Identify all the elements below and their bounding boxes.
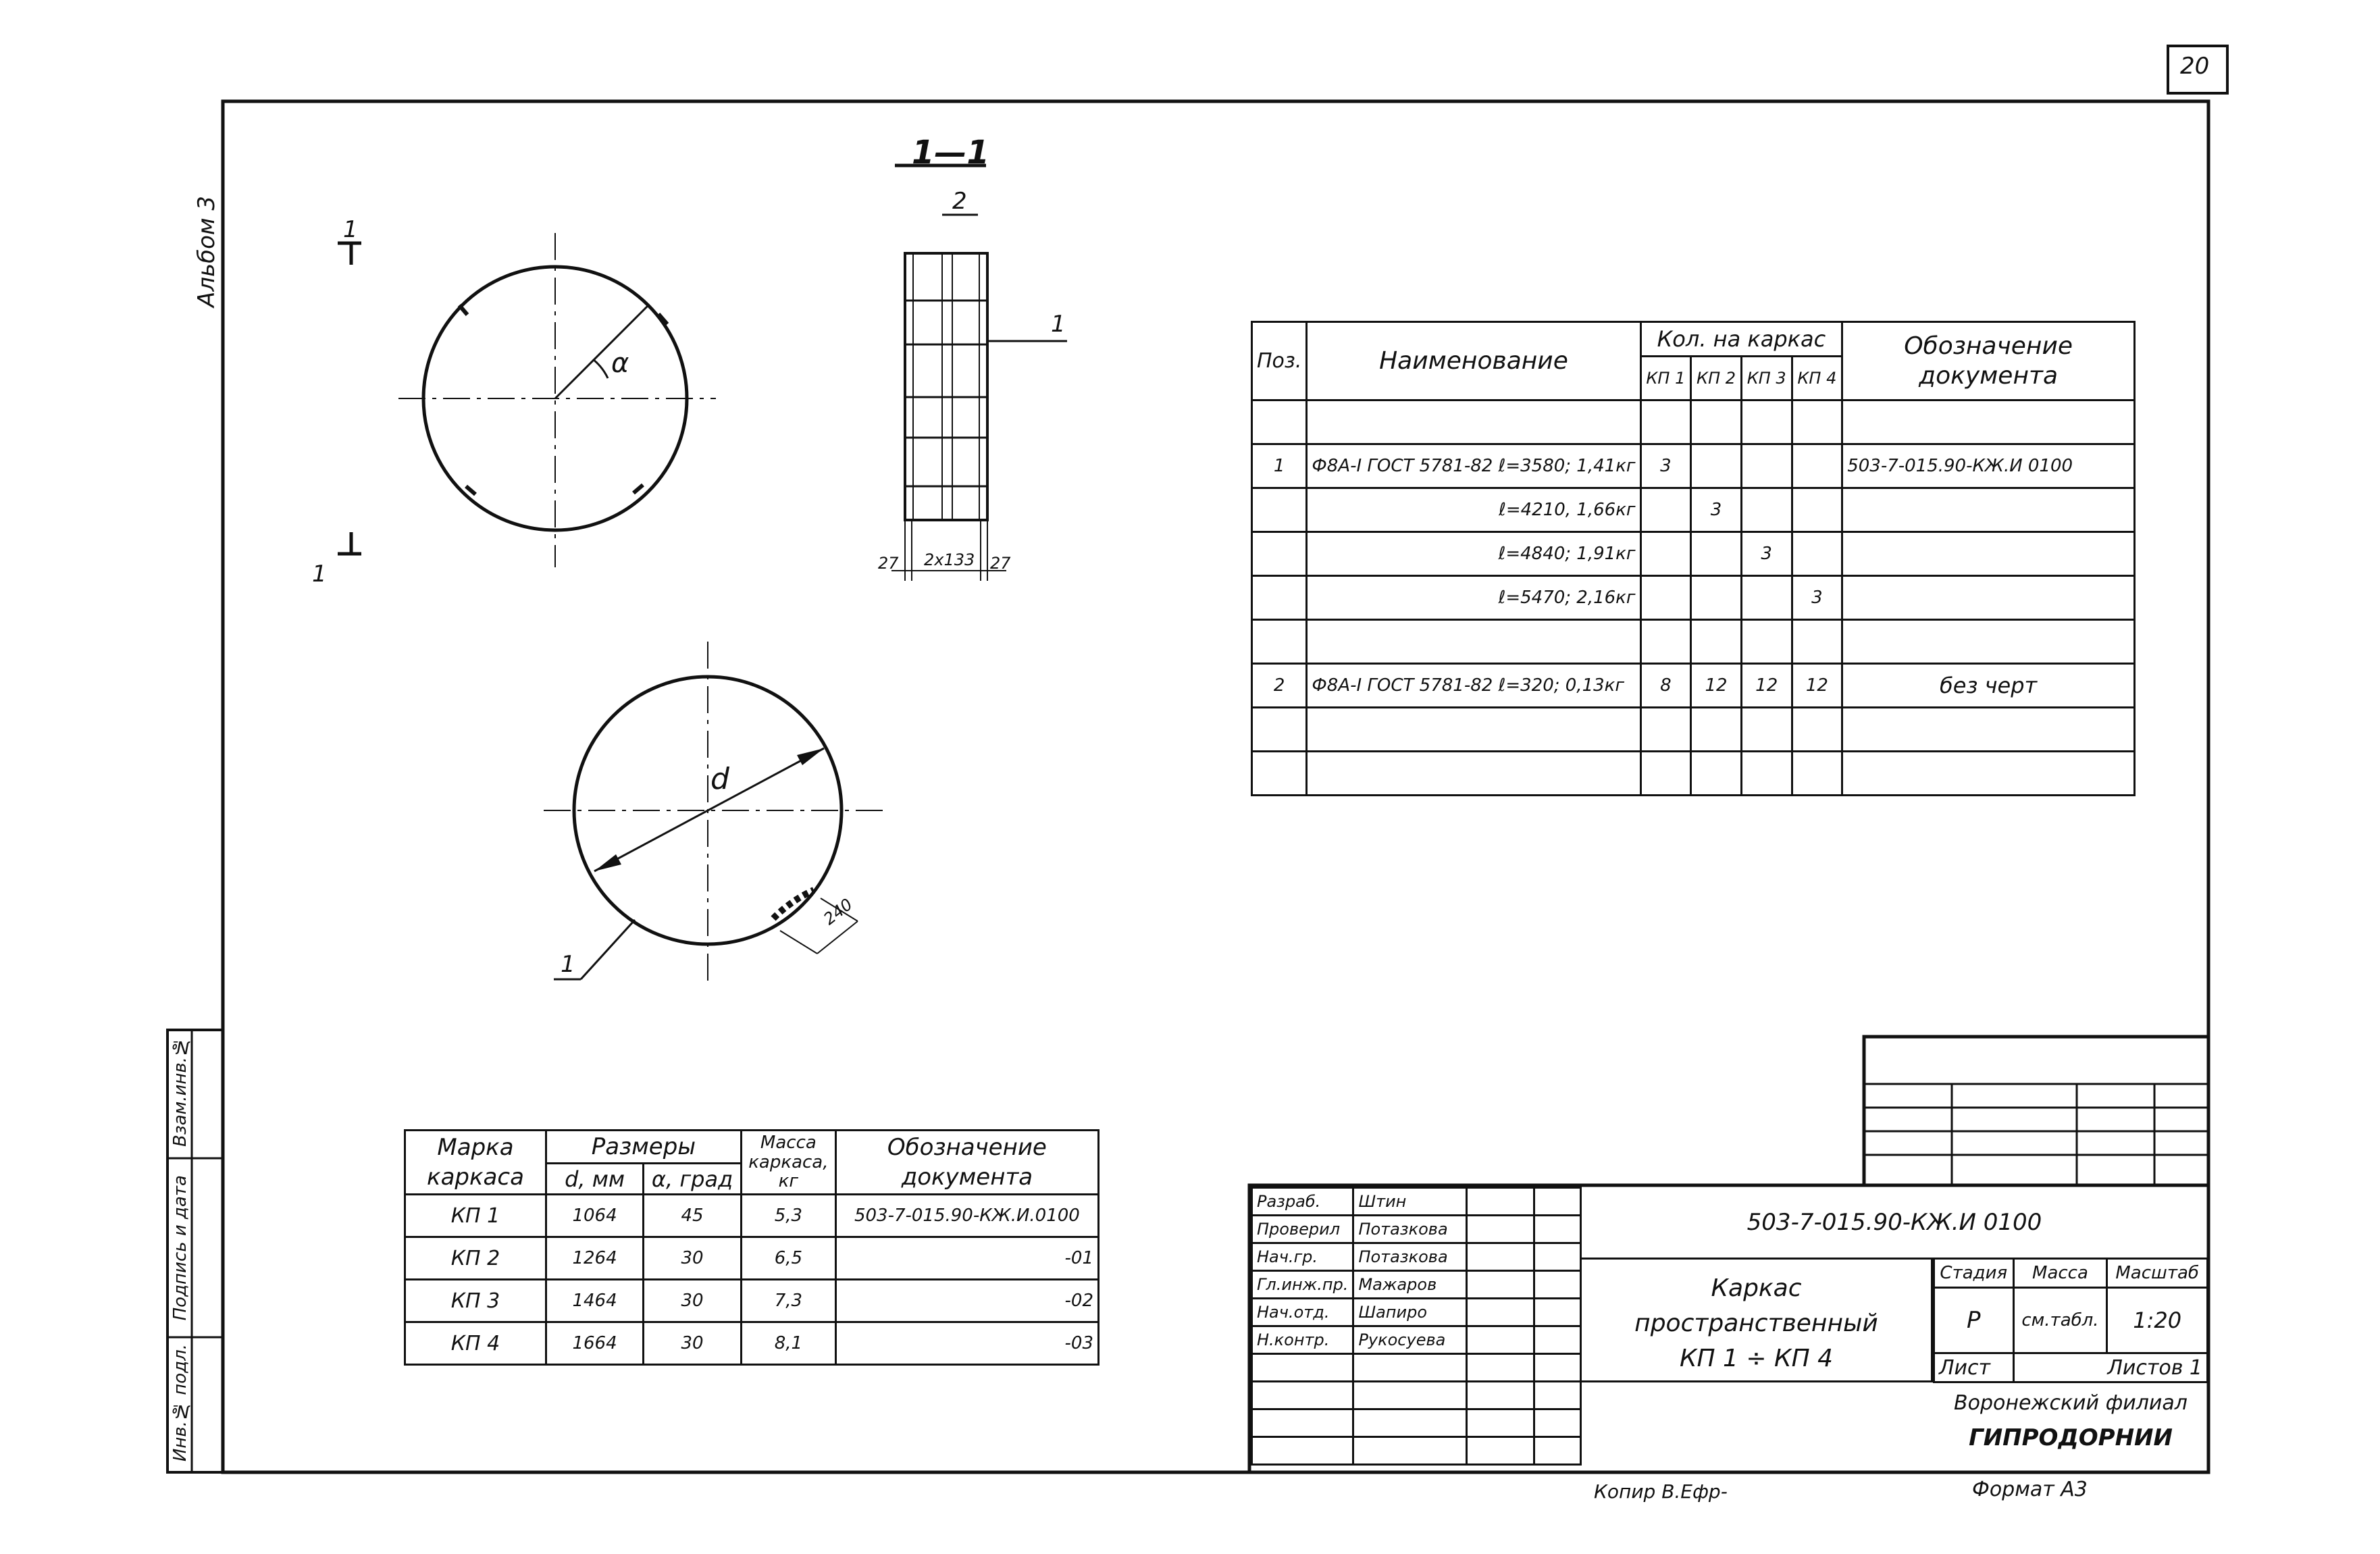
mark-cell-mass: 5,3 [741,1195,835,1237]
signature-row [1252,1299,1581,1326]
title-line-3: КП 1 ÷ КП 4 [1679,1345,1833,1372]
spec-cell-doc [1842,708,2135,752]
col-sizes: Размеры [546,1131,741,1164]
mark-cell-mark: КП 1 [405,1195,546,1237]
signature-cell-role: Разраб. [1252,1188,1353,1216]
spec-cell-pos: 2 [1252,664,1307,708]
signature-cell-name [1353,1354,1467,1382]
dim-mid: 2x133 [924,550,975,569]
signatures-table [1251,1187,1582,1466]
specification-table [1251,321,2136,796]
spec-cell-kp3 [1741,488,1792,532]
signature-cell-role: Гл.инж.пр. [1252,1271,1353,1299]
strip-sign-date: Подпись и дата [170,1175,190,1321]
mark-row [405,1322,1099,1365]
stage-value: Р [1934,1288,2014,1353]
mark-cell-doc: -02 [835,1280,1098,1322]
mark-row [405,1280,1099,1322]
spec-cell-kp3 [1741,708,1792,752]
signature-cell-date [1534,1188,1581,1216]
spec-cell-kp4: 12 [1792,664,1842,708]
signature-cell-name: Шапиро [1353,1299,1467,1326]
signature-cell-date [1534,1299,1581,1326]
signature-cell-date [1534,1382,1581,1409]
col-mark: Марка каркаса [405,1131,546,1195]
signature-cell-sign [1467,1243,1534,1271]
spec-cell-pos [1252,620,1307,664]
spec-cell-kp2 [1691,708,1742,752]
spec-cell-name: Ф8А-I ГОСТ 5781-82 ℓ=320; 0,13кг [1307,664,1640,708]
mark-cell-mass: 8,1 [741,1322,835,1365]
signature-cell-role [1252,1382,1353,1409]
spec-cell-kp4 [1792,488,1842,532]
signature-cell-date [1534,1354,1581,1382]
spec-cell-kp2 [1691,620,1742,664]
col-mark-doc: Обозначение документа [835,1131,1098,1195]
signature-cell-sign [1467,1354,1534,1382]
spec-cell-doc [1842,752,2135,796]
spec-cell-doc [1842,620,2135,664]
organization [1933,1384,2208,1471]
spec-cell-kp2: 3 [1691,488,1742,532]
leader-label-2: 1 [561,951,575,978]
signature-cell-name: Рукосуева [1353,1326,1467,1354]
strip-inv-repl: Взам.инв.№ [170,1037,190,1147]
spec-row [1252,444,2135,488]
mark-cell-d: 1064 [546,1195,643,1237]
signature-cell-name [1353,1382,1467,1409]
spec-cell-name [1307,752,1640,796]
signature-cell-sign [1467,1216,1534,1243]
page-number: 20 [2180,53,2210,80]
diameter-label: d [710,762,729,796]
copied-by: Копир В.Ефр- [1594,1480,1728,1503]
spec-cell-doc [1842,488,2135,532]
spec-row [1252,664,2135,708]
spec-cell-kp1 [1640,488,1691,532]
spec-cell-kp3: 12 [1741,664,1792,708]
spec-cell-kp2: 12 [1691,664,1742,708]
signature-cell-role: Нач.гр. [1252,1243,1353,1271]
signature-cell-name [1353,1409,1467,1437]
drawing-title [1582,1258,1933,1382]
signature-cell-date [1534,1437,1581,1465]
signature-cell-role [1252,1354,1353,1382]
mark-cell-mark: КП 4 [405,1322,546,1365]
spec-cell-name [1307,620,1640,664]
signature-row [1252,1326,1581,1354]
mark-cell-mark: КП 2 [405,1237,546,1280]
spec-cell-name [1307,400,1640,444]
mark-cell-d: 1264 [546,1237,643,1280]
spec-cell-doc [1842,576,2135,620]
col-kp2: КП 2 [1691,357,1742,400]
signature-row [1252,1409,1581,1437]
mark-cell-doc: -03 [835,1322,1098,1365]
signature-row [1252,1188,1581,1216]
signature-row [1252,1216,1581,1243]
spec-cell-kp4: 3 [1792,576,1842,620]
mark-cell-doc: 503-7-015.90-КЖ.И.0100 [835,1195,1098,1237]
signature-cell-sign [1467,1409,1534,1437]
spec-cell-kp1: 8 [1640,664,1691,708]
spec-row [1252,488,2135,532]
col-kp3: КП 3 [1741,357,1792,400]
signature-cell-date [1534,1326,1581,1354]
col-qty: Кол. на каркас [1640,322,1842,357]
signature-cell-date [1534,1271,1581,1299]
mark-cell-mark: КП 3 [405,1280,546,1322]
stage-header: Стадия [1934,1259,2014,1288]
section-cut-marks [338,243,361,554]
spec-cell-doc: 503-7-015.90-КЖ.И 0100 [1842,444,2135,488]
spec-cell-name: ℓ=5470; 2,16кг [1307,576,1640,620]
signature-cell-sign [1467,1299,1534,1326]
spec-row [1252,400,2135,444]
spec-cell-kp3 [1741,576,1792,620]
spec-cell-kp2 [1691,532,1742,576]
spec-cell-kp4 [1792,400,1842,444]
mark-cell-alpha: 30 [644,1280,742,1322]
mark-cell-mass: 6,5 [741,1237,835,1280]
frame-marks-table [404,1129,1100,1366]
spec-cell-kp4 [1792,708,1842,752]
spec-cell-kp3: 3 [1741,532,1792,576]
mark-cell-d: 1464 [546,1280,643,1322]
spec-row [1252,576,2135,620]
spec-cell-doc [1842,532,2135,576]
spec-cell-name: ℓ=4210, 1,66кг [1307,488,1640,532]
signature-cell-name [1353,1437,1467,1465]
signature-cell-date [1534,1409,1581,1437]
spec-cell-pos [1252,708,1307,752]
scale-header: Масштаб [2107,1259,2208,1288]
spec-cell-name: Ф8А-I ГОСТ 5781-82 ℓ=3580; 1,41кг [1307,444,1640,488]
col-name: Наименование [1307,322,1640,400]
spec-cell-name: ℓ=4840; 1,91кг [1307,532,1640,576]
spec-cell-pos [1252,532,1307,576]
mass-header: Масса [2013,1259,2107,1288]
mark-cell-d: 1664 [546,1322,643,1365]
section-ref: 2 [952,188,967,215]
spec-cell-kp1 [1640,620,1691,664]
spec-cell-kp3 [1741,620,1792,664]
signature-cell-sign [1467,1326,1534,1354]
signature-cell-name: Мажаров [1353,1271,1467,1299]
signature-cell-sign [1467,1437,1534,1465]
signature-row [1252,1354,1581,1382]
signature-cell-role [1252,1409,1353,1437]
section-title: 1—1 [912,134,989,172]
spec-cell-kp3 [1741,400,1792,444]
mark-cell-alpha: 30 [644,1237,742,1280]
signature-cell-role: Нач.отд. [1252,1299,1353,1326]
spec-cell-kp1 [1640,752,1691,796]
spec-cell-kp4 [1792,444,1842,488]
signature-cell-date [1534,1216,1581,1243]
album-label: Альбом 3 [193,196,220,307]
title-line-2: пространственный [1634,1310,1878,1337]
spec-row [1252,532,2135,576]
spec-cell-pos [1252,576,1307,620]
spec-cell-kp2 [1691,400,1742,444]
signature-cell-role: Проверил [1252,1216,1353,1243]
col-d: d, мм [546,1163,643,1195]
dim-right: 27 [990,554,1011,573]
spec-cell-kp2 [1691,752,1742,796]
section-view [891,165,1067,581]
mark-cell-alpha: 45 [644,1195,742,1237]
spec-cell-kp4 [1792,752,1842,796]
col-mass: Масса каркаса, кг [741,1131,835,1195]
stage-table [1933,1258,2208,1383]
spec-cell-kp4 [1792,620,1842,664]
cut-mark-top: 1 [343,216,358,243]
spec-cell-pos [1252,488,1307,532]
signature-cell-sign [1467,1188,1534,1216]
scale-value: 1:20 [2107,1288,2208,1353]
signature-cell-name: Штин [1353,1188,1467,1216]
plan-view-top [398,233,716,567]
signature-row [1252,1243,1581,1271]
spec-cell-name [1307,708,1640,752]
org-line-2: ГИПРОДОРНИИ [1969,1424,2173,1451]
spec-cell-kp2 [1691,576,1742,620]
signature-cell-sign [1467,1271,1534,1299]
mark-row [405,1195,1099,1237]
spec-cell-kp3 [1741,444,1792,488]
dim-left: 27 [878,554,899,573]
col-doc: Обозначение документа [1842,322,2135,400]
spec-row [1252,708,2135,752]
sheets-header: Листов 1 [2013,1353,2207,1382]
plan-view-bottom [544,642,885,983]
format-label: Формат А3 [1972,1478,2088,1501]
strip-inv-orig: Инв.№ подл. [170,1344,190,1462]
spec-cell-pos [1252,400,1307,444]
revision-grid [1864,1084,2208,1185]
arc-dim: 240 [820,894,856,929]
spec-cell-kp1: 3 [1640,444,1691,488]
spec-cell-kp1 [1640,400,1691,444]
col-pos: Поз. [1252,322,1307,400]
mark-cell-alpha: 30 [644,1322,742,1365]
signature-cell-role: Н.контр. [1252,1326,1353,1354]
spec-row [1252,752,2135,796]
signature-cell-name: Потазкова [1353,1243,1467,1271]
sheet-header: Лист [1934,1353,2014,1382]
mass-value: см.табл. [2013,1288,2107,1353]
mark-cell-doc: -01 [835,1237,1098,1280]
mark-row [405,1237,1099,1280]
spec-cell-doc: без черт [1842,664,2135,708]
signature-cell-name: Потазкова [1353,1216,1467,1243]
signature-row [1252,1437,1581,1465]
title-line-1: Каркас [1711,1274,1802,1302]
spec-cell-pos [1252,752,1307,796]
signature-cell-role [1252,1437,1353,1465]
leader-label-1: 1 [1051,311,1066,338]
signature-cell-date [1534,1243,1581,1271]
spec-cell-doc [1842,400,2135,444]
spec-cell-kp1 [1640,576,1691,620]
signature-cell-sign [1467,1382,1534,1409]
spec-cell-kp1 [1640,532,1691,576]
spec-cell-kp2 [1691,444,1742,488]
col-kp1: КП 1 [1640,357,1691,400]
mark-cell-mass: 7,3 [741,1280,835,1322]
org-line-1: Воронежский филиал [1954,1391,2188,1415]
doc-code: 503-7-015.90-КЖ.И 0100 [1747,1208,2042,1236]
cut-mark-bottom: 1 [312,561,327,588]
angle-label: α [611,348,629,379]
spec-cell-pos: 1 [1252,444,1307,488]
spec-cell-kp4 [1792,532,1842,576]
signature-row [1252,1271,1581,1299]
col-kp4: КП 4 [1792,357,1842,400]
doc-code-cell [1582,1187,2207,1260]
col-alpha: α, град [644,1163,742,1195]
spec-cell-kp3 [1741,752,1792,796]
signature-row [1252,1382,1581,1409]
spec-cell-kp1 [1640,708,1691,752]
spec-row [1252,620,2135,664]
